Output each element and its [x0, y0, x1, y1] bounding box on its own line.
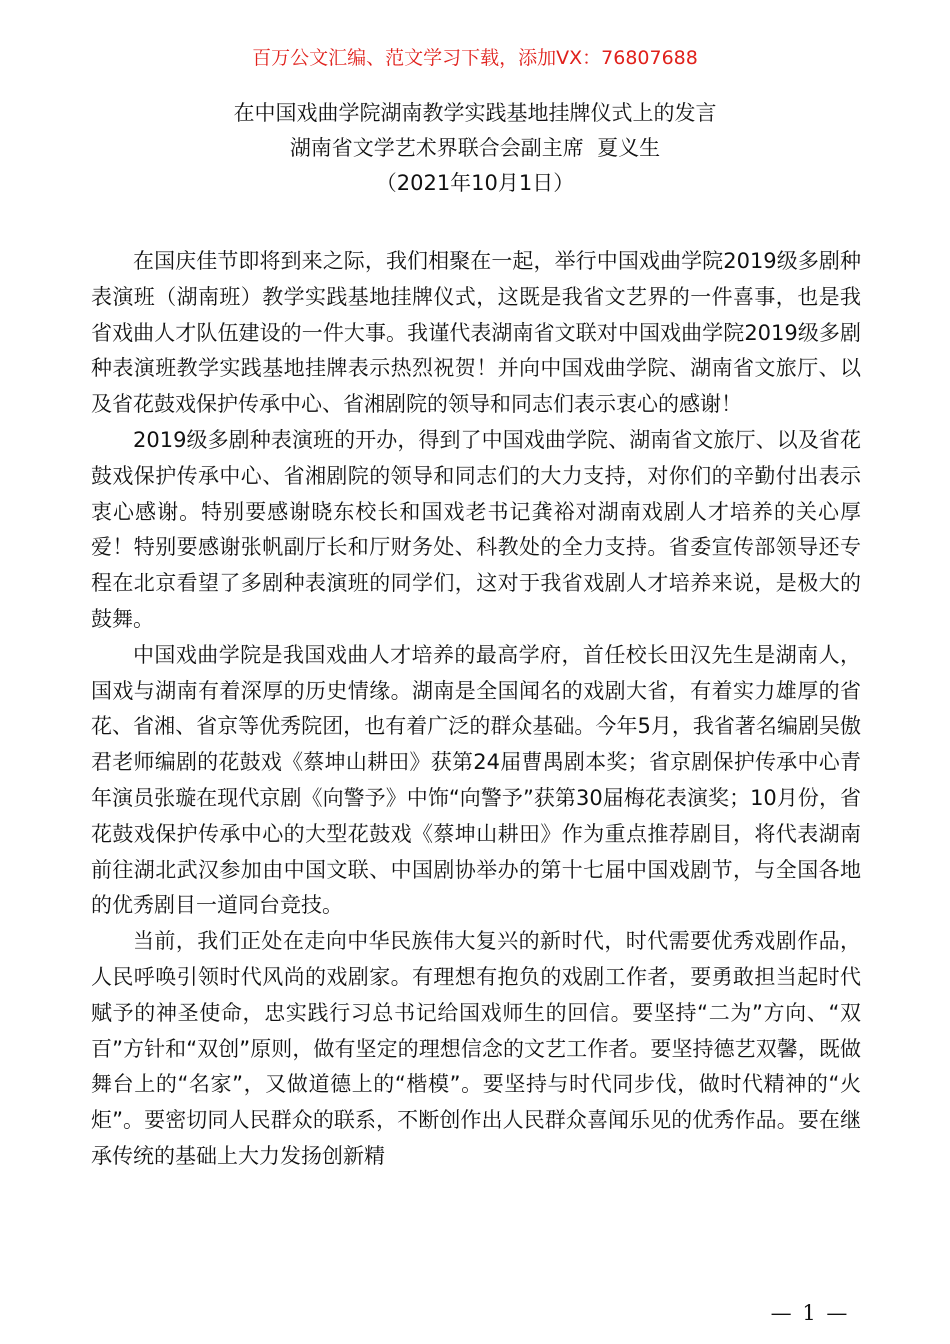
paragraph-3: 中国戏曲学院是我国戏曲人才培养的最高学府，首任校长田汉先生是湖南人，国戏与湖南有着深厚的历史情缘。湖南是全国闻名的戏剧大省，有着实力雄厚的省花、省湘、省京等优秀院团，也有着广泛的群众基础。今年5月，我省著名编剧吴傲君老师编剧的花鼓戏《蔡坤山耕田》获第24届曹禺剧本奖；省京剧保护传承中心青年演员张璇在现代京剧《向警予》中饰“向警予”获第30届梅花表演奖；10月份，省花鼓戏保护传承中心的大型花鼓戏《蔡坤山耕田》作为重点推荐剧目，将代表湖南前往湖北武汉参加由中国文联、中国剧协举办的第十七届中国戏剧节，与全国各地的优秀剧目一道同台竞技。 — [91, 642, 861, 918]
speaker-line: 湖南省文学艺术界联合会副主席 夏义生 — [289, 136, 661, 160]
paragraph-4: 当前，我们正处在走向中华民族伟大复兴的新时代，时代需要优秀戏剧作品，人民呼唤引领时代风尚的戏剧家。有理想有抱负的戏剧工作者，要勇敢担当起时代赋予的神圣使命，忠实践行习总书记给国戏师生的回信。要坚持“二为”方向、“双百”方针和“双创”原则，做有坚定的理想信念的文艺工作者。要坚持德艺双馨，既做舞台上的“名家”，又做道德上的“楷模”。要坚持与时代同步伐，做时代精神的“火炬”。要密切同人民群众的联系，不断创作出人民群众喜闻乐见的优秀作品。要在继承传统的基础上大力发扬创新精 — [91, 929, 861, 1168]
paragraph-2: 2019级多剧种表演班的开办，得到了中国戏曲学院、湖南省文旅厅、以及省花鼓戏保护传承中心、省湘剧院的领导和同志们的大力支持，对你们的辛勤付出表示衷心感谢。特别要感谢晓东校长和国戏老书记龚裕对湖南戏剧人才培养的关心厚爱！特别要感谢张帆副厅长和厅财务处、科教处的全力支持。省委宣传部领导还专程在北京看望了多剧种表演班的同学们，这对于我省戏剧人才培养来说，是极大的鼓舞。 — [91, 427, 861, 631]
speech-date: （2021年10月1日） — [375, 171, 575, 195]
paragraph-1: 在国庆佳节即将到来之际，我们相聚在一起，举行中国戏曲学院2019级多剧种表演班（湖南班）教学实践基地挂牌仪式，这既是我省文艺界的一件喜事，也是我省戏曲人才队伍建设的一件大事。我谨代表湖南省文联对中国戏曲学院2019级多剧种表演班教学实践基地挂牌表示热烈祝贺！并向中国戏曲学院、湖南省文旅厅、以及省花鼓戏保护传承中心、省湘剧院的领导和同志们表示衷心的感谢！ — [91, 249, 861, 417]
speech-title: 在中国戏曲学院湖南教学实践基地挂牌仪式上的发言 — [233, 101, 717, 125]
page-number: — 1 — — [770, 1301, 850, 1325]
title-block — [0, 96, 950, 201]
promo-banner: 百万公文汇编、范文学习下载，添加VX：76807688 — [252, 47, 698, 69]
speech-body — [91, 244, 861, 1175]
